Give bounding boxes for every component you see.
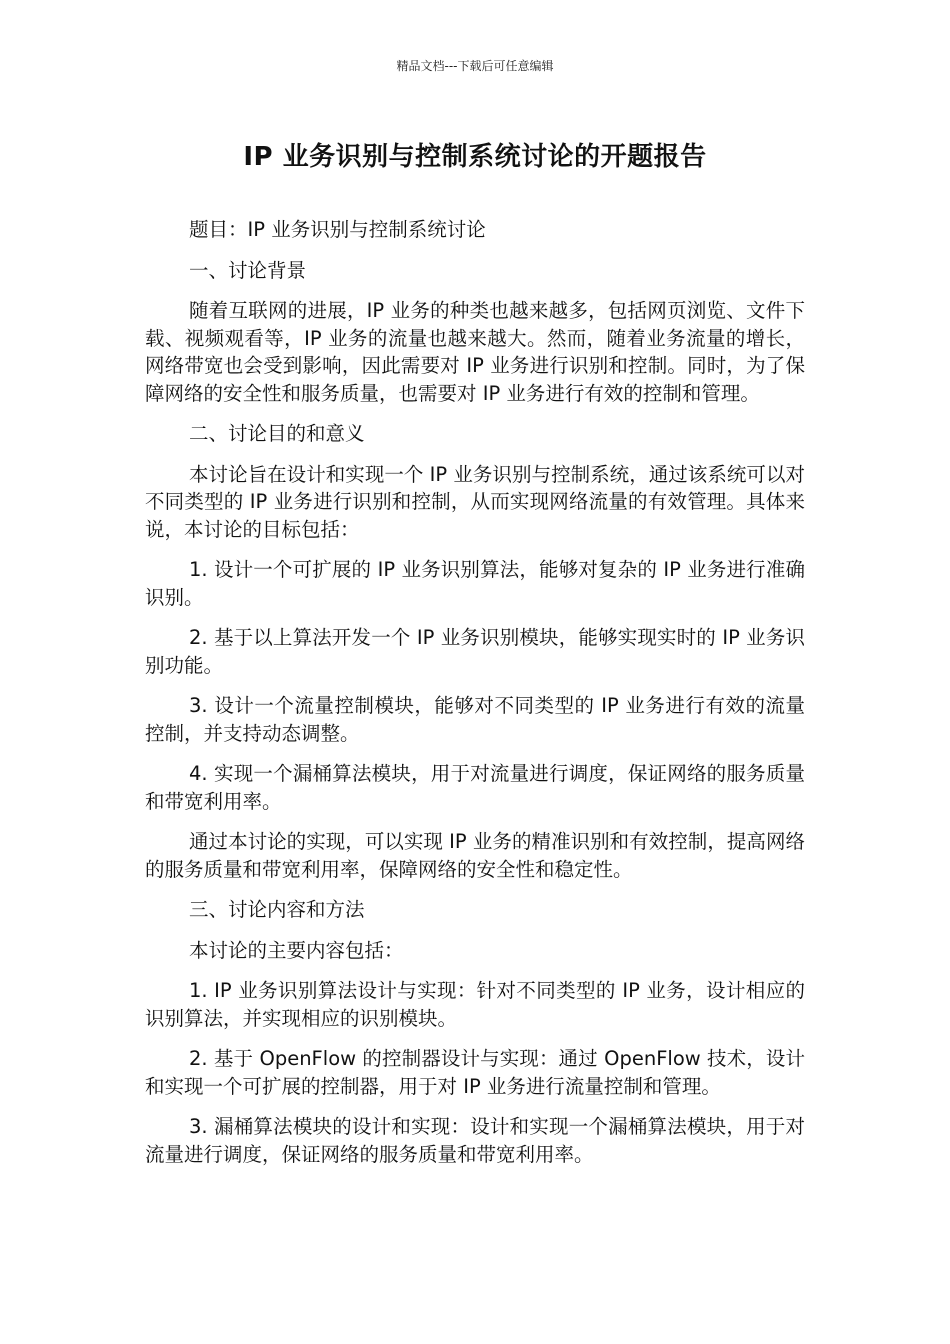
section-heading-purpose: 二、讨论目的和意义	[189, 422, 365, 445]
goal-item: 2. 基于以上算法开发一个 IP 业务识别模块，能够实现实时的 IP 业务识别功能。	[145, 626, 805, 677]
page-header: 精品文档---下载后可任意编辑	[396, 59, 554, 73]
content-item: 2. 基于 OpenFlow 的控制器设计与实现：通过 OpenFlow 技术，设计和实现一个可扩展的控制器，用于对 IP 业务进行流量控制和管理。	[145, 1047, 805, 1098]
section-heading-content-method: 三、讨论内容和方法	[189, 898, 365, 921]
topic-line: 题目：IP 业务识别与控制系统讨论	[189, 218, 486, 241]
document-title: IP 业务识别与控制系统讨论的开题报告	[243, 142, 707, 172]
goal-item: 4. 实现一个漏桶算法模块，用于对流量进行调度，保证网络的服务质量和带宽利用率。	[145, 762, 805, 813]
content-item: 3. 漏桶算法模块的设计和实现：设计和实现一个漏桶算法模块，用于对流量进行调度，保证网络的服务质量和带宽利用率。	[145, 1115, 805, 1166]
content-item: 1. IP 业务识别算法设计与实现：针对不同类型的 IP 业务，设计相应的识别算法，并实现相应的识别模块。	[145, 979, 805, 1030]
content-intro: 本讨论的主要内容包括：	[189, 938, 404, 962]
purpose-intro-paragraph: 本讨论旨在设计和实现一个 IP 业务识别与控制系统，通过该系统可以对不同类型的 IP 业务进行识别和控制，从而实现网络流量的有效管理。具体来说，本讨论的目标包括：	[145, 462, 805, 541]
document-body	[145, 216, 805, 1181]
purpose-conclusion-paragraph: 通过本讨论的实现，可以实现 IP 业务的精准识别和有效控制，提高网络的服务质量和带宽利用率，保障网络的安全性和稳定性。	[145, 830, 805, 881]
background-paragraph: 随着互联网的进展，IP 业务的种类也越来越多，包括网页浏览、文件下载、视频观看等，IP 业务的流量也越来越大。然而，随着业务流量的增长，网络带宽也会受到影响，因此需要对 IP 业务进行识别和控制。同时，为了保障网络的安全性和服务质量，也需要对 IP 业务进行有效的控制和管理。	[145, 299, 805, 405]
goal-item: 1. 设计一个可扩展的 IP 业务识别算法，能够对复杂的 IP 业务进行准确识别。	[145, 558, 805, 609]
goal-item: 3. 设计一个流量控制模块，能够对不同类型的 IP 业务进行有效的流量控制，并支持动态调整。	[145, 694, 805, 745]
section-heading-background: 一、讨论背景	[189, 258, 307, 282]
